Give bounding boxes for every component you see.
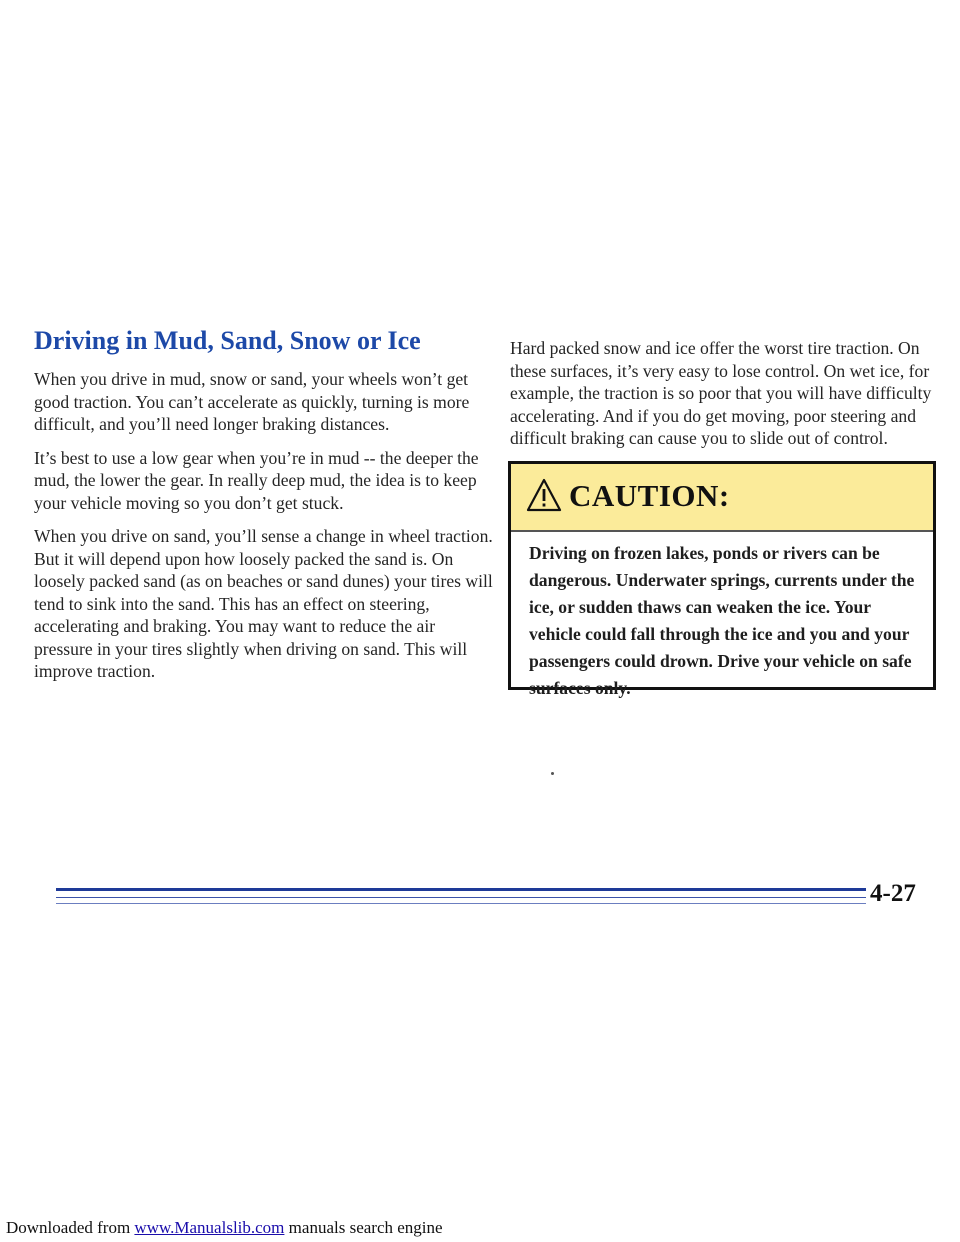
banner-prefix: Downloaded from [6, 1218, 135, 1237]
print-speck [551, 772, 554, 775]
left-column [34, 325, 496, 694]
section-heading: Driving in Mud, Sand, Snow or Ice [34, 326, 421, 355]
footer-rule-thin [56, 897, 866, 898]
caution-text: Driving on frozen lakes, ponds or rivers can be dangerous. Underwater springs, currents under the ice, or sudden thaws can weaken the ice. Your vehicle could fall through the ice and you and your passengers could drown. Drive your vehicle on safe surfaces only. [529, 543, 915, 698]
footer-rule-thin-lower [56, 903, 866, 904]
manualslib-link[interactable]: www.Manualslib.com [134, 1218, 285, 1237]
page-number: 4-27 [870, 880, 916, 907]
right-column [510, 337, 938, 461]
paragraph-sand: When you drive on sand, you’ll sense a change in wheel traction. But it will depend upon how loosely packed the sand is. On loosely packed sand (as on beaches or sand dunes) your tires will tend to sink into the sand. This has an effect on steering, accelerating and braking. You may want to reduce the air pressure in your tires slightly when driving on sand. This will improve traction. [34, 526, 493, 682]
banner-suffix: manuals search engine [284, 1218, 443, 1237]
paragraph-hard-packed-snow: Hard packed snow and ice offer the worst tire traction. On these surfaces, it’s very easy to lose control. On wet ice, for example, the traction is so poor that you will have difficulty accelerating. And if you do get moving, poor steering and difficult braking can cause you to slide out of control. [510, 338, 932, 448]
caution-label: CAUTION: [569, 478, 730, 513]
paragraph-low-gear: It’s best to use a low gear when you’re in mud -- the deeper the mud, the lower the gear. In really deep mud, the idea is to keep your vehicle moving so you don’t get stuck. [34, 447, 479, 513]
download-banner [6, 1218, 443, 1238]
paragraph-mud-snow-sand: When you drive in mud, snow or sand, your wheels won’t get good traction. You can’t accelerate as quickly, turning is more difficult, and you’ll need longer braking distances. [34, 369, 470, 435]
caution-box [508, 461, 936, 698]
caution-header [511, 464, 933, 532]
warning-triangle-icon [526, 478, 562, 512]
footer-rule-thick [56, 888, 866, 891]
